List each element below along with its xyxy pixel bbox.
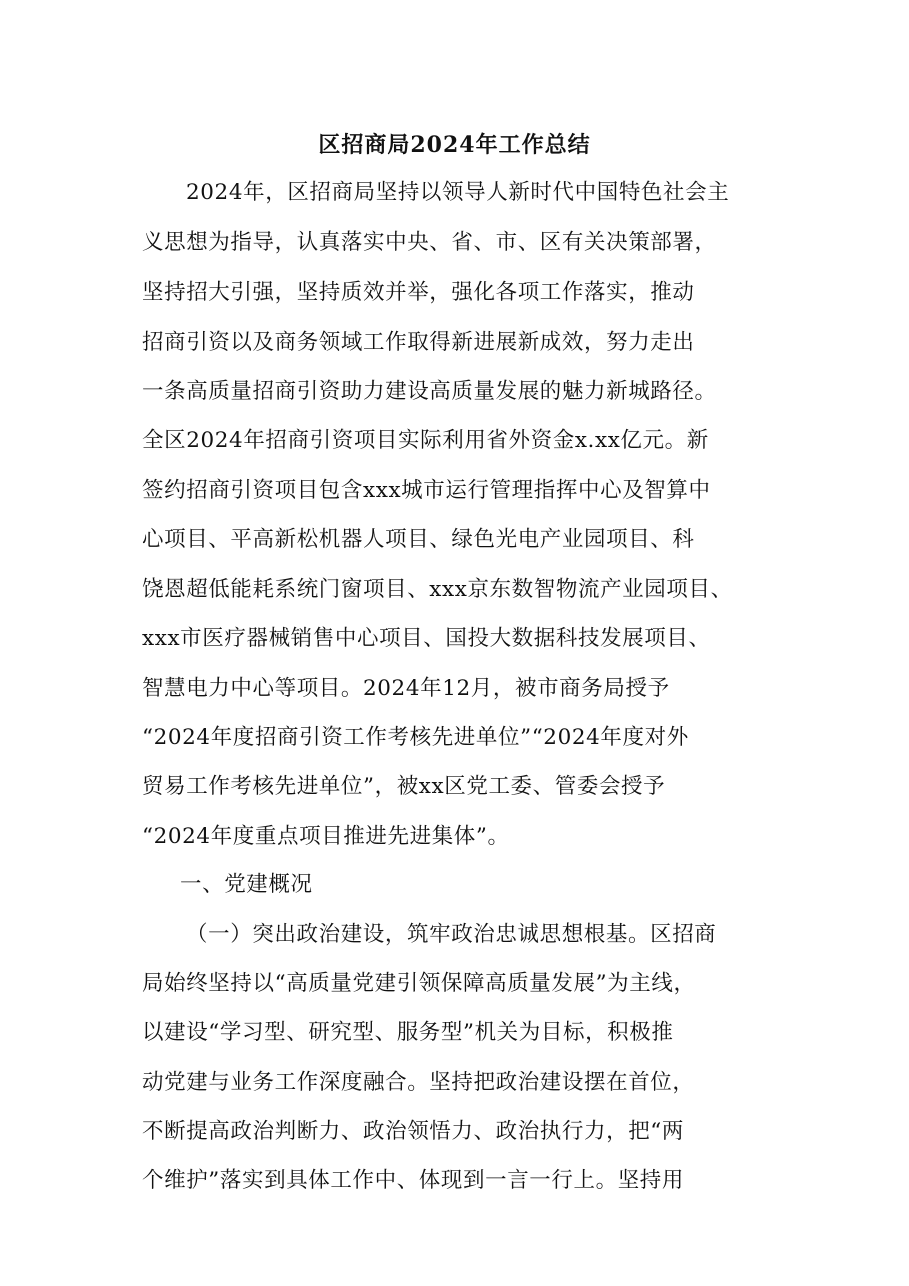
paragraph-line: （一）突出政治建设，筑牢政治忠诚思想根基。区招商 — [186, 922, 717, 947]
paragraph-line: 义思想为指导，认真落实中央、省、市、区有关决策部署， — [142, 230, 717, 255]
paragraph-line: 签约招商引资项目包含xxx城市运行管理指挥中心及智算中 — [142, 478, 711, 503]
paragraph-line: 心项目、平高新松机器人项目、绿色光电产业园项目、科 — [142, 527, 695, 552]
paragraph-line: 一条高质量招商引资助力建设高质量发展的魅力新城路径。 — [142, 379, 717, 404]
paragraph-line: 不断提高政治判断力、政治领悟力、政治执行力，把“两 — [142, 1119, 684, 1144]
paragraph-line: 2024年，区招商局坚持以领导人新时代中国特色社会主 — [186, 180, 730, 205]
paragraph-line: 贸易工作考核先进单位”，被xx区党工委、管委会授予 — [142, 774, 666, 799]
section-heading: 一、党建概况 — [180, 872, 313, 897]
paragraph-line: “2024年度招商引资工作考核先进单位”“2024年度对外 — [142, 725, 689, 750]
paragraph-line: 智慧电力中心等项目。2024年12月，被市商务局授予 — [142, 676, 670, 701]
paragraph-line: 饶恩超低能耗系统门窗项目、xxx京东数智物流产业园项目、 — [142, 577, 733, 602]
paragraph-line: xxx市医疗器械销售中心项目、国投大数据科技发展项目、 — [142, 626, 711, 651]
document-title: 区招商局2024年工作总结 — [318, 132, 591, 158]
paragraph-line: 坚持招大引强，坚持质效并举，强化各项工作落实，推动 — [142, 280, 695, 305]
paragraph-line: 全区2024年招商引资项目实际利用省外资金x.xx亿元。新 — [142, 428, 709, 453]
paragraph-line: 个维护”落实到具体工作中、体现到一言一行上。坚持用 — [142, 1168, 684, 1193]
paragraph-line: 以建设“学习型、研究型、服务型”机关为目标，积极推 — [142, 1020, 674, 1045]
paragraph-line: 局始终坚持以“高质量党建引领保障高质量发展”为主线， — [142, 971, 696, 996]
paragraph-line: “2024年度重点项目推进先进集体”。 — [142, 824, 510, 849]
paragraph-line: 动党建与业务工作深度融合。坚持把政治建设摆在首位， — [142, 1070, 695, 1095]
paragraph-line: 招商引资以及商务领域工作取得新进展新成效，努力走出 — [142, 330, 695, 355]
